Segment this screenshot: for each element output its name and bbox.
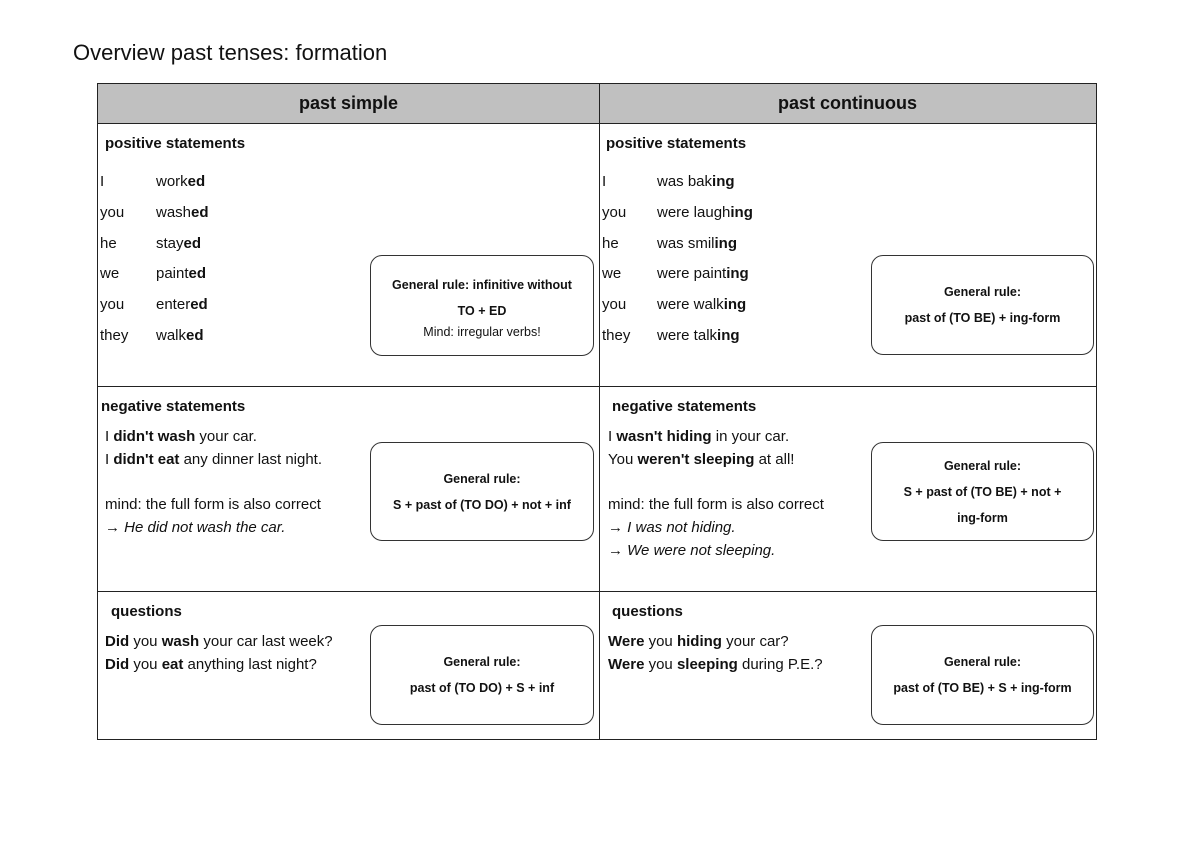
verb-form [156,204,209,221]
subject-pronoun: we [100,265,120,283]
verb-ending: ing [730,203,753,221]
conjugation-row [602,327,862,347]
subject-pronoun: you [100,203,125,221]
verb-form [657,327,740,344]
question-1: Did you wash your car last week? [105,633,333,650]
tenses-table [97,83,1097,740]
subject-pronoun: you [602,203,627,221]
conjugation-row [100,173,360,193]
rule-line: past of (TO BE) + S + ing-form [893,681,1072,695]
subject-pronoun: they [602,327,631,344]
rule-line: General rule: [443,471,521,486]
subject-pronoun: he [602,234,619,252]
verb-form [156,235,201,252]
rule-line: Mind: irregular verbs! [423,324,541,339]
conjugation-row [602,265,862,285]
verb-ending: ing [717,327,740,344]
verb-form [657,296,746,313]
verb-form [657,173,735,190]
conjugation-row [602,296,862,316]
verb-ending: ed [183,234,202,252]
rule-line: TO + ED [457,303,507,318]
verb-ending: ed [190,296,208,314]
section-negative-continuous: negative statements [612,398,757,415]
rule-line: General rule: [943,458,1022,473]
rule-line: past of (TO BE) + ing-form [904,311,1061,325]
verb-ending: ed [186,327,204,344]
verb-stem: work [156,173,188,190]
verb-stem: were paint [657,265,727,283]
verb-stem: were walk [657,296,724,314]
verb-form [156,265,206,282]
conjugation-row [100,265,360,285]
conjugation-row [602,204,862,224]
verb-form [657,204,753,221]
verb-stem: stay [156,234,184,252]
row-divider-2 [98,591,1096,592]
verb-form [657,235,737,252]
subject-pronoun: I [100,173,105,190]
verb-stem: enter [156,296,191,314]
verb-form [156,327,204,344]
rule-line: past of (TO DO) + S + inf [409,681,555,695]
verb-form [657,265,749,282]
section-negative-simple: negative statements [101,398,246,415]
question-2: Did you eat anything last night? [105,656,317,673]
example-full-form: → He did not wash the car. [105,519,286,536]
rule-box-simple-questions [370,625,594,725]
header-past-continuous: past continuous [599,84,1096,124]
mind-note: mind: the full form is also correct [608,496,824,513]
section-positive-simple: positive statements [105,135,246,152]
rule-box-continuous-negative [871,442,1094,541]
rule-box-simple-negative [370,442,594,541]
conjugation-row [602,235,862,255]
conjugation-row [602,173,862,193]
rule-box-continuous-questions [871,625,1094,725]
rule-line: ing-form [957,510,1008,525]
verb-form [156,296,208,313]
conjugation-row [100,327,360,347]
header-past-simple: past simple [98,84,599,124]
rule-box-simple-positive [370,255,594,356]
rule-line: General rule: [943,285,1022,299]
verb-ending: ing [712,173,735,190]
rule-box-continuous-positive [871,255,1094,355]
verb-ending: ed [191,203,209,221]
verb-ending: ed [188,265,207,283]
subject-pronoun: they [100,327,129,344]
rule-line: General rule: [443,655,521,669]
verb-stem: wash [156,203,192,221]
subject-pronoun: we [602,265,622,283]
verb-stem: walk [156,327,187,344]
row-divider-1 [98,386,1096,387]
negative-sentence-1: I wasn't hiding in your car. [608,428,790,445]
column-divider [599,84,600,739]
section-questions-simple: questions [111,603,182,620]
negative-sentence-2: You weren't sleeping at all! [608,451,795,468]
mind-note: mind: the full form is also correct [105,496,321,513]
example-full-form-1: → I was not hiding. [608,519,736,536]
verb-ending: ing [714,234,738,252]
verb-stem: were talk [657,327,718,344]
subject-pronoun: I [602,173,607,190]
conjugation-row [100,204,360,224]
conjugation-row [100,296,360,316]
rule-line: General rule: infinitive without [392,277,572,292]
rule-line: General rule: [943,655,1022,669]
negative-sentence-1: I didn't wash your car. [105,428,257,445]
verb-form [156,173,205,190]
rule-line: S + past of (TO BE) + not + [903,484,1062,499]
example-full-form-2: → We were not sleeping. [608,542,776,559]
rule-line: S + past of (TO DO) + not + inf [393,497,571,512]
section-positive-continuous: positive statements [606,135,747,152]
verb-stem: were laugh [657,203,731,221]
negative-sentence-2: I didn't eat any dinner last night. [105,451,323,468]
subject-pronoun: he [100,234,117,252]
question-1: Were you hiding your car? [608,633,789,650]
verb-stem: was bak [657,173,713,190]
verb-ending: ing [726,265,749,283]
section-questions-continuous: questions [612,603,683,620]
conjugation-row [100,235,360,255]
subject-pronoun: you [602,296,627,314]
verb-ending: ing [723,296,747,314]
verb-stem: paint [156,265,189,283]
question-2: Were you sleeping during P.E.? [608,656,823,673]
verb-ending: ed [187,173,206,190]
verb-stem: was smil [657,234,715,252]
page-title: Overview past tenses: formation [73,40,388,65]
subject-pronoun: you [100,296,125,314]
